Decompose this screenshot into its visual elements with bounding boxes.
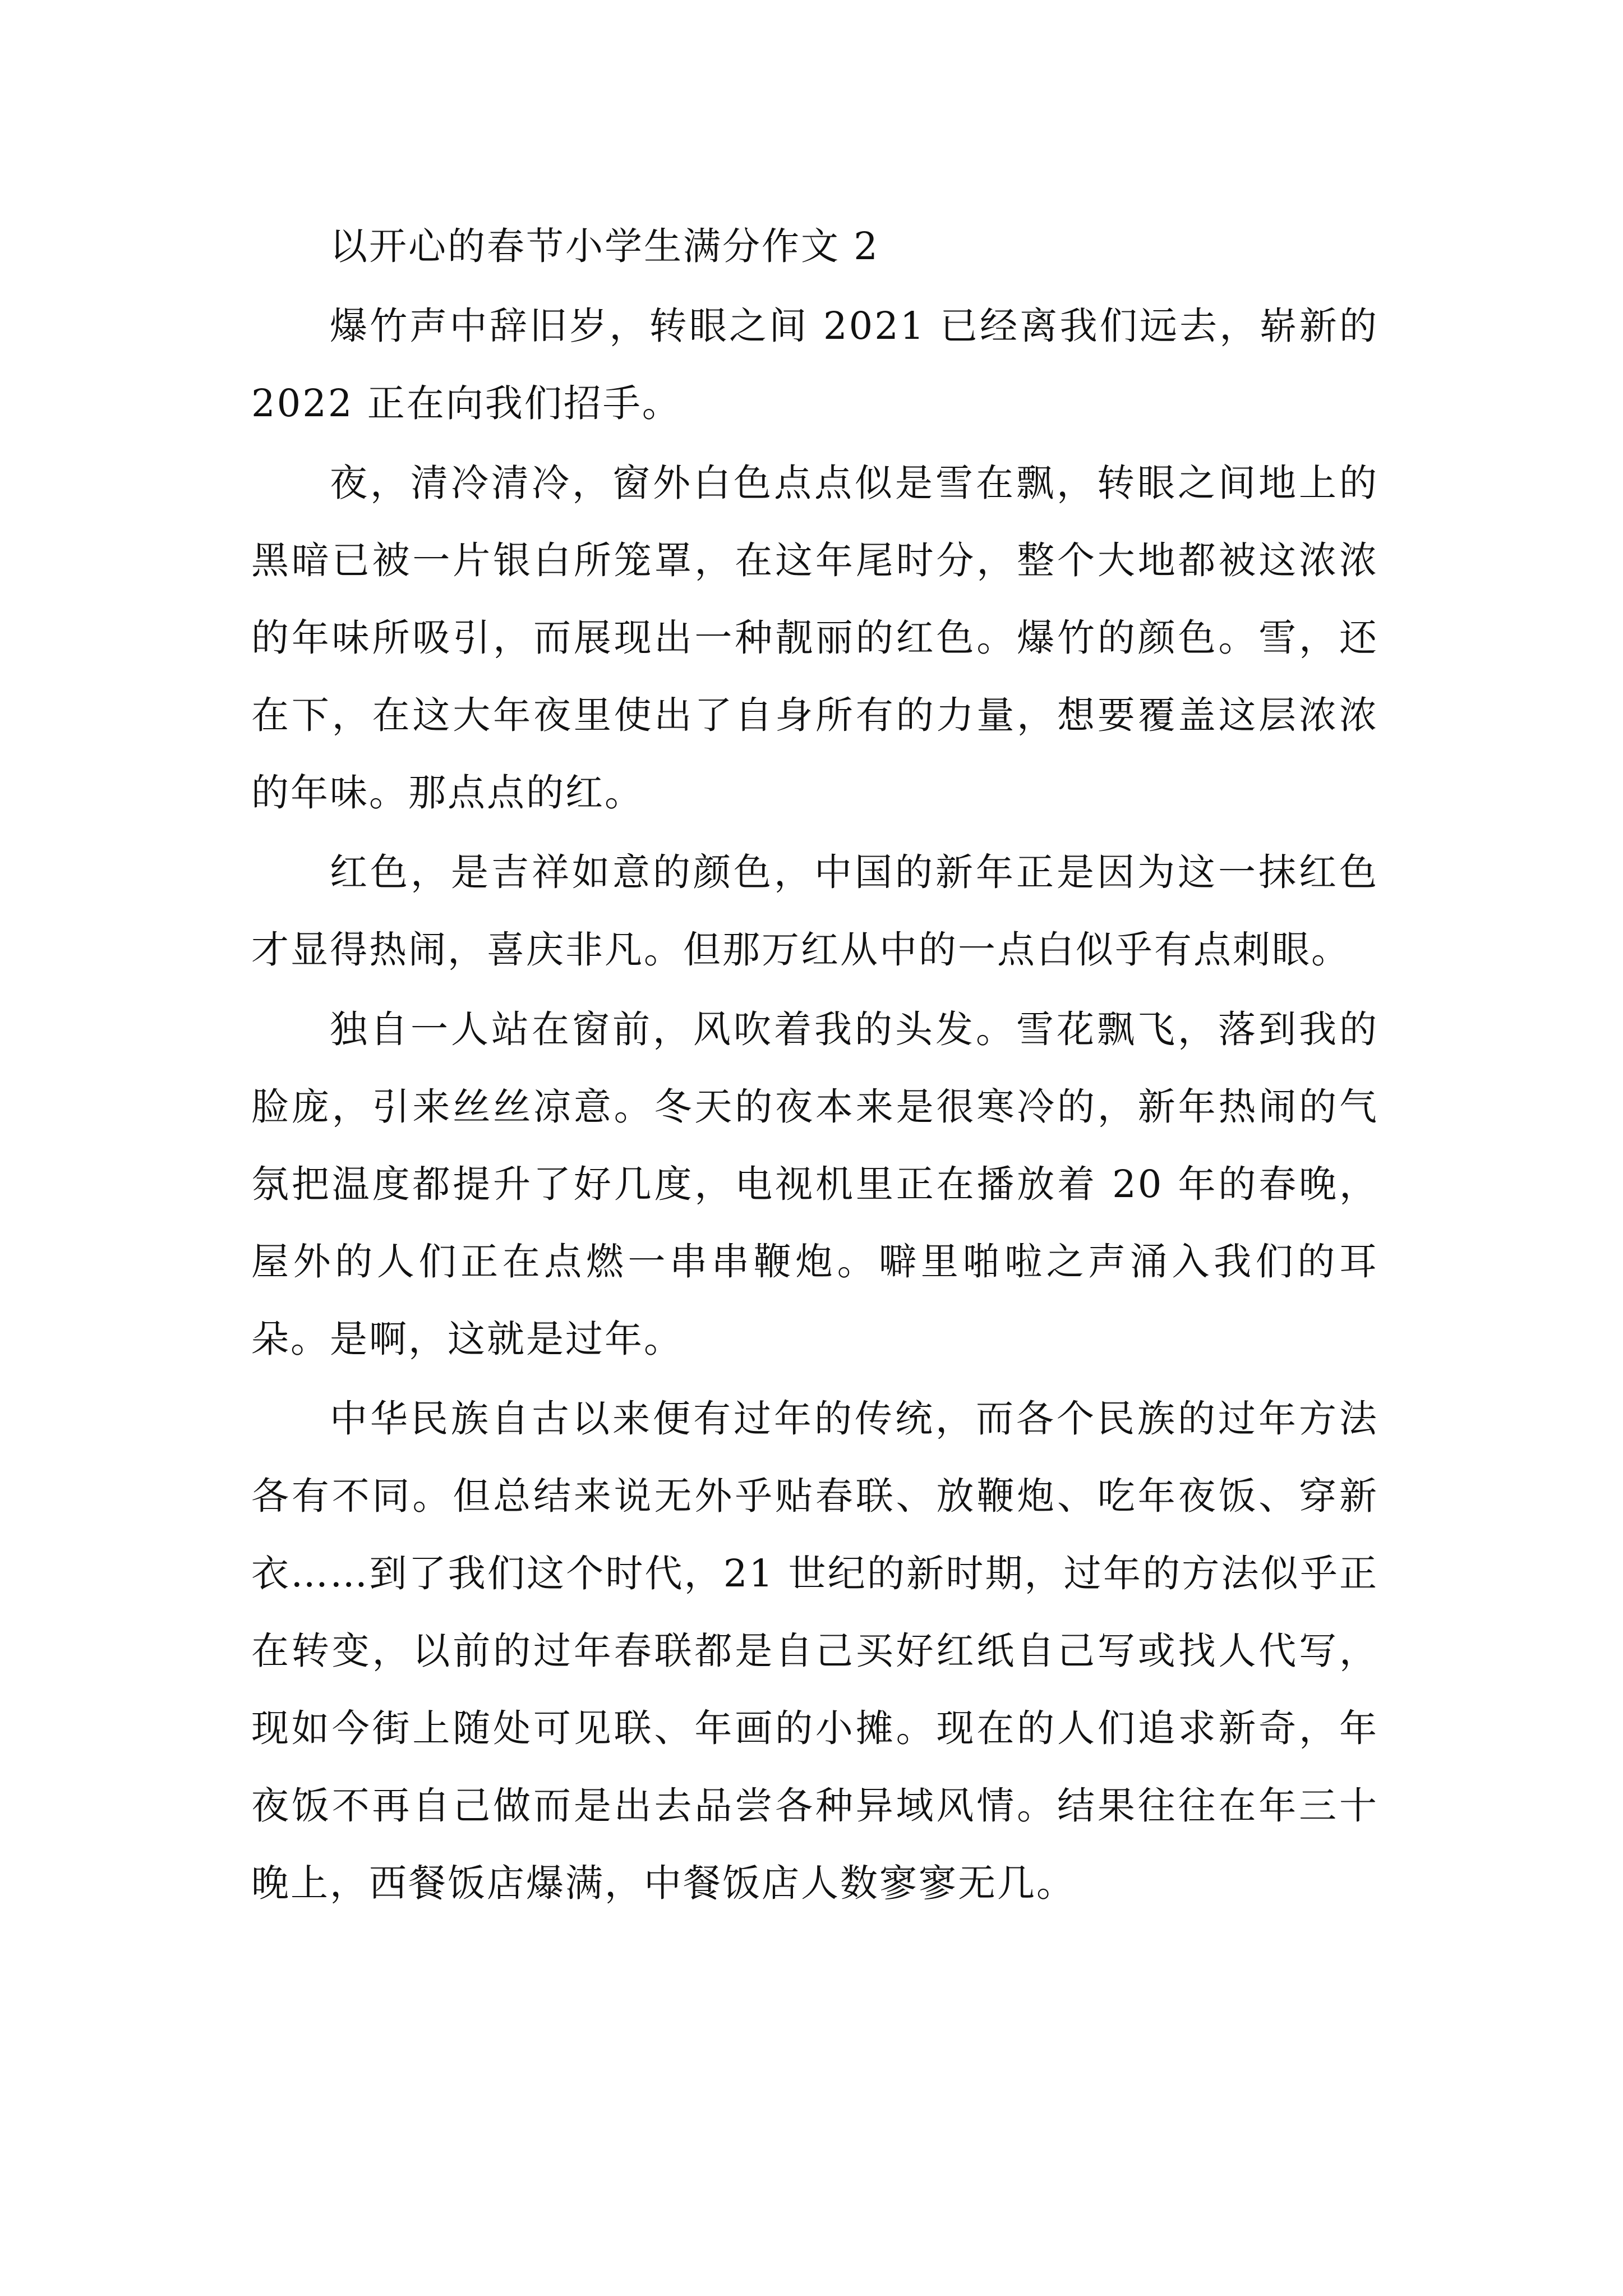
document-title: 以开心的春节小学生满分作文 2 [330, 224, 879, 268]
paragraph-1: 爆竹声中辞旧岁，转眼之间 2021 已经离我们远去，崭新的 2022 正在向我们招手。 [251, 304, 1378, 425]
paragraph-3: 红色，是吉祥如意的颜色，中国的新年正是因为这一抹红色才显得热闹，喜庆非凡。但那万红从中的一点白似乎有点刺眼。 [251, 850, 1378, 972]
document-body [251, 208, 1378, 1922]
paragraph-4: 独自一人站在窗前，风吹着我的头发。雪花飘飞，落到我的脸庞，引来丝丝凉意。冬天的夜本来是很寒冷的，新年热闹的气氛把温度都提升了好几度，电视机里正在播放着 20 年的春晚，屋外的人们正在点燃一串串鞭炮。噼里啪啦之声涌入我们的耳朵。是啊，这就是过年。 [251, 1007, 1378, 1361]
paragraph-2: 夜，清冷清冷，窗外白色点点似是雪在飘，转眼之间地上的黑暗已被一片银白所笼罩，在这年尾时分，整个大地都被这浓浓的年味所吸引，而展现出一种靓丽的红色。爆竹的颜色。雪，还在下，在这大年夜里使出了自身所有的力量，想要覆盖这层浓浓的年味。那点点的红。 [251, 461, 1378, 815]
paragraph-5: 中华民族自古以来便有过年的传统，而各个民族的过年方法各有不同。但总结来说无外乎贴春联、放鞭炮、吃年夜饭、穿新衣……到了我们这个时代，21 世纪的新时期，过年的方法似乎正在转变，以前的过年春联都是自己买好红纸自己写或找人代写，现如今街上随处可见联、年画的小摊。现在的人们追求新奇，年夜饭不再自己做而是出去品尝各种异域风情。结果往往在年三十晚上，西餐饭店爆满，中餐饭店人数寥寥无几。 [251, 1397, 1378, 1905]
